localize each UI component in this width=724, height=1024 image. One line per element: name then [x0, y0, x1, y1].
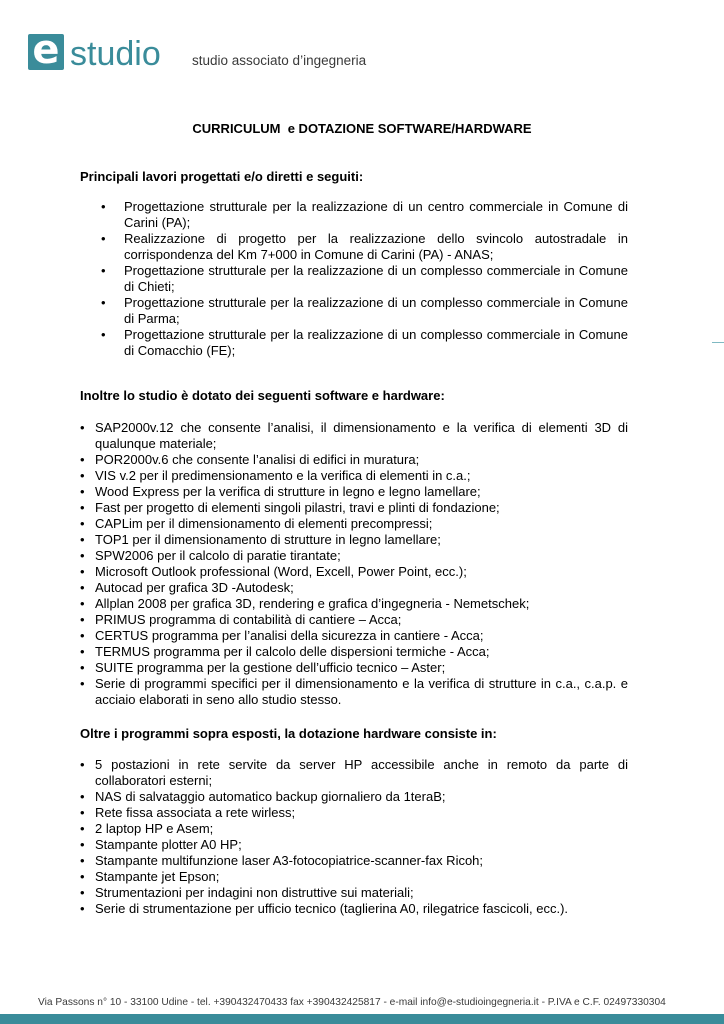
- footer-contact: Via Passons n° 10 - 33100 Udine - tel. +390432470433 fax +390432425817 - e-mail info@e-studioingegneria.it - P.IVA e C.F. 02497330304: [38, 997, 666, 1008]
- list-item: [80, 516, 628, 532]
- list-item-text: CERTUS programma per l’analisi della sicurezza in cantiere - Acca;: [95, 628, 484, 643]
- logo-tagline: studio associato d’ingegneria: [192, 53, 367, 68]
- list-item-text: POR2000v.6 che consente l’analisi di edifici in muratura;: [95, 452, 420, 467]
- list-item: [101, 199, 628, 231]
- list-item-text: Microsoft Outlook professional (Word, Excell, Power Point, ecc.);: [95, 564, 467, 579]
- list-item-text: SUITE programma per la gestione dell’ufficio tecnico – Aster;: [95, 660, 446, 675]
- list-item-text: Rete fissa associata a rete wirless;: [95, 805, 296, 820]
- bullet-icon: •: [80, 837, 85, 852]
- bullet-icon: •: [80, 901, 85, 916]
- bullet-icon: •: [80, 500, 85, 515]
- list-item: [80, 676, 628, 708]
- bullet-icon: •: [80, 660, 85, 675]
- list-item-text: Progettazione strutturale per la realizzazione di un complesso commerciale in Comune di Parma;: [124, 295, 628, 326]
- bullet-icon: •: [80, 644, 85, 659]
- list-item: [101, 263, 628, 295]
- logo-word: studio: [70, 35, 161, 73]
- list-item: [80, 420, 628, 452]
- bullet-icon: •: [80, 805, 85, 820]
- list-item-text: TOP1 per il dimensionamento di strutture in legno lamellare;: [95, 532, 441, 547]
- bullet-icon: •: [80, 580, 85, 595]
- bullet-icon: •: [80, 853, 85, 868]
- list-item-text: Progettazione strutturale per la realizzazione di un centro commerciale in Comune di Carini (PA);: [124, 199, 628, 230]
- list-item-text: Serie di strumentazione per ufficio tecnico (taglierina A0, rilegatrice fascicoli, ecc.).: [95, 901, 569, 916]
- bullet-icon: •: [80, 532, 85, 547]
- list-item-text: SAP2000v.12 che consente l’analisi, il dimensionamento e la verifica di elementi 3D di qualunque materiale;: [95, 420, 628, 451]
- list-item: [80, 612, 628, 628]
- list-item: [80, 660, 628, 676]
- list-item-text: CAPLim per il dimensionamento di elementi precompressi;: [95, 516, 433, 531]
- bullet-icon: •: [80, 628, 85, 643]
- software-list: [80, 420, 628, 708]
- list-item: [80, 757, 628, 789]
- list-item-text: Allplan 2008 per grafica 3D, rendering e grafica d’ingegneria - Nemetschek;: [95, 596, 530, 611]
- list-item-text: VIS v.2 per il predimensionamento e la verifica di elementi in c.a.;: [95, 468, 471, 483]
- bullet-icon: •: [80, 548, 85, 563]
- bullet-icon: •: [80, 789, 85, 804]
- list-item: [80, 644, 628, 660]
- list-item: [80, 468, 628, 484]
- list-item: [80, 452, 628, 468]
- list-item: [80, 580, 628, 596]
- bullet-icon: •: [80, 676, 85, 691]
- list-item: [101, 295, 628, 327]
- list-item: [101, 327, 628, 359]
- bullet-icon: •: [101, 295, 106, 310]
- bullet-icon: •: [101, 231, 106, 246]
- margin-divider: [712, 342, 724, 343]
- bullet-icon: •: [80, 869, 85, 884]
- list-item-text: Progettazione strutturale per la realizzazione di un complesso commerciale in Comune di Chieti;: [124, 263, 628, 294]
- section-heading-software: Inoltre lo studio è dotato dei seguenti software e hardware:: [80, 388, 445, 403]
- list-item: [80, 596, 628, 612]
- list-item: [80, 789, 628, 805]
- list-item-text: 5 postazioni in rete servite da server HP accessibile anche in remoto da parte di collaboratori esterni;: [95, 757, 628, 788]
- bullet-icon: •: [80, 612, 85, 627]
- projects-list: [101, 199, 628, 359]
- bullet-icon: •: [80, 468, 85, 483]
- list-item: [80, 901, 628, 917]
- list-item: [80, 532, 628, 548]
- list-item-text: PRIMUS programma di contabilità di cantiere – Acca;: [95, 612, 402, 627]
- list-item-text: Wood Express per la verifica di strutture in legno e legno lamellare;: [95, 484, 481, 499]
- list-item: [80, 805, 628, 821]
- list-item: [80, 564, 628, 580]
- list-item: [80, 548, 628, 564]
- logo-mark: [28, 27, 64, 73]
- bullet-icon: •: [80, 452, 85, 467]
- section-heading-hardware: Oltre i programmi sopra esposti, la dotazione hardware consiste in:: [80, 726, 497, 741]
- list-item: [80, 628, 628, 644]
- list-item: [80, 484, 628, 500]
- list-item: [80, 500, 628, 516]
- list-item: [80, 821, 628, 837]
- list-item-text: SPW2006 per il calcolo di paratie tirantate;: [95, 548, 341, 563]
- hardware-list: [80, 757, 628, 917]
- list-item: [80, 885, 628, 901]
- bullet-icon: •: [101, 199, 106, 214]
- list-item-text: Progettazione strutturale per la realizzazione di un complesso commerciale in Comune di Comacchio (FE);: [124, 327, 628, 358]
- list-item-text: Autocad per grafica 3D -Autodesk;: [95, 580, 294, 595]
- list-item-text: Stampante multifunzione laser A3-fotocopiatrice-scanner-fax Ricoh;: [95, 853, 484, 868]
- list-item-text: Stampante plotter A0 HP;: [95, 837, 242, 852]
- list-item-text: Strumentazioni per indagini non distruttive sui materiali;: [95, 885, 414, 900]
- bullet-icon: •: [101, 327, 106, 342]
- list-item-text: Serie di programmi specifici per il dimensionamento e la verifica di strutture in c.a., c.a.p. e acciaio elaborati in seno allo studio stesso.: [95, 676, 628, 707]
- list-item: [80, 869, 628, 885]
- list-item: [80, 853, 628, 869]
- list-item-text: Fast per progetto di elementi singoli pilastri, travi e plinti di fondazione;: [95, 500, 500, 515]
- bullet-icon: •: [80, 821, 85, 836]
- logo-letter: e: [32, 27, 60, 73]
- list-item-text: NAS di salvataggio automatico backup giornaliero da 1teraB;: [95, 789, 446, 804]
- bullet-icon: •: [101, 263, 106, 278]
- list-item-text: TERMUS programma per il calcolo delle dispersioni termiche - Acca;: [95, 644, 490, 659]
- section-heading-projects: Principali lavori progettati e/o diretti e seguiti:: [80, 169, 364, 184]
- bullet-icon: •: [80, 420, 85, 435]
- footer-bar: [0, 1014, 724, 1024]
- page-title: CURRICULUM e DOTAZIONE SOFTWARE/HARDWARE: [192, 121, 532, 136]
- bullet-icon: •: [80, 596, 85, 611]
- bullet-icon: •: [80, 484, 85, 499]
- bullet-icon: •: [80, 564, 85, 579]
- bullet-icon: •: [80, 885, 85, 900]
- list-item: [80, 837, 628, 853]
- list-item-text: 2 laptop HP e Asem;: [95, 821, 214, 836]
- list-item-text: Realizzazione di progetto per la realizzazione dello svincolo autostradale in corrispondenza del Km 7+000 in Comune di Carini (PA) - ANAS;: [124, 231, 628, 262]
- bullet-icon: •: [80, 516, 85, 531]
- list-item: [101, 231, 628, 263]
- bullet-icon: •: [80, 757, 85, 772]
- list-item-text: Stampante jet Epson;: [95, 869, 220, 884]
